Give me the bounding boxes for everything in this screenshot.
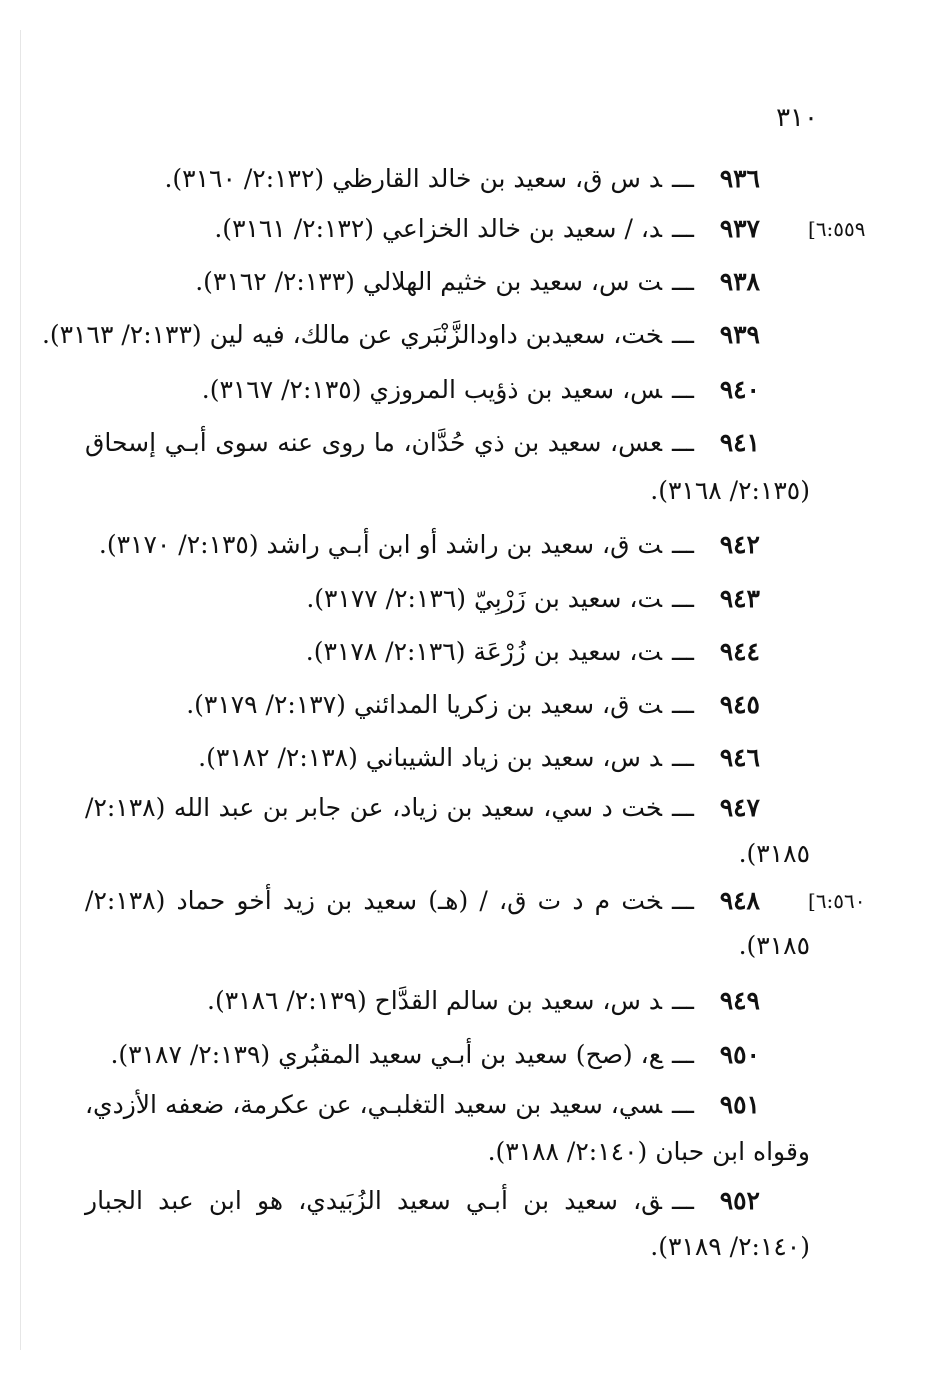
entry-text: خت د سي، سعيد بن زياد، عن جابر بن عبد الله (٢:١٣٨/	[85, 793, 663, 822]
entry-947: ٩٤٧ـــخت د سي، سعيد بن زياد، عن جابر بن عبد الله (٢:١٣٨/	[85, 784, 760, 832]
entry-text: ت، سعيد بن زُرْعَة (٢:١٣٦/ ٣١٧٨).	[305, 637, 663, 666]
entry-946: ٩٤٦ـــد س، سعيد بن زياد الشيباني (٢:١٣٨/ ٣١٨٢).	[198, 734, 760, 782]
entry-948-continuation: ٣١٨٥).	[738, 931, 810, 960]
entry-944: ٩٤٤ـــت، سعيد بن زُرْعَة (٢:١٣٦/ ٣١٧٨).	[306, 628, 760, 676]
entry-952: ٩٥٢ـــق، سعيد بن أبـي سعيد الزُبَيدي، هو ابن عبد الجبار	[85, 1177, 760, 1225]
entry-941: ٩٤١ـــعس، سعيد بن ذي حُدَّان، ما روى عنه سوى أبـي إسحاق	[85, 419, 760, 467]
entry-text: د، / سعيد بن خالد الخزاعي (٢:١٣٢/ ٣١٦١).	[214, 214, 663, 243]
entry-951-continuation: وقواه ابن حبان (٢:١٤٠/ ٣١٨٨).	[487, 1137, 810, 1166]
entry-text: ت، سعيد بن زَرْبِيّ (٢:١٣٦/ ٣١٧٧).	[306, 584, 663, 613]
entry-text: عس، سعيد بن ذي حُدَّان، ما روى عنه سوى أبـي إسحاق	[85, 428, 663, 457]
entry-number: ٩٤٦	[719, 743, 760, 772]
entry-number: ٩٤٨	[719, 886, 760, 915]
entry-number: ٩٣٦	[719, 164, 760, 193]
entry-941-continuation: (٢:١٣٥/ ٣١٦٨).	[650, 476, 810, 505]
entry-951: ٩٥١ـــسي، سعيد بن سعيد التغلبـي، عن عكرمة، ضعفه الأزدي،	[85, 1081, 760, 1129]
entry-text: د س ق، سعيد بن خالد القارظي (٢:١٣٢/ ٣١٦٠).	[164, 164, 663, 193]
entry-943: ٩٤٣ـــت، سعيد بن زَرْبِيّ (٢:١٣٦/ ٣١٧٧).	[306, 575, 760, 623]
entry-number: ٩٤٠	[719, 375, 760, 404]
entry-936: ٩٣٦ـــد س ق، سعيد بن خالد القارظي (٢:١٣٢/ ٣١٦٠).	[164, 155, 760, 203]
page-number: ٣١٠	[776, 103, 818, 133]
entry-number: ٩٣٧	[719, 214, 760, 243]
entry-number: ٩٤١	[719, 428, 760, 457]
entry-number: ٩٤٥	[719, 690, 760, 719]
entry-939: ٩٣٩ـــخت، سعيدبن داودالزَّنْبَري عن مالك، فيه لين (٢:١٣٣/ ٣١٦٣).	[42, 311, 760, 359]
entry-number: ٩٤٣	[719, 584, 760, 613]
entry-number: ٩٤٢	[719, 530, 760, 559]
entry-text: خت م د ت ق، / (هـ) سعيد بن زيد أخو حماد (٢:١٣٨/	[85, 886, 663, 915]
entry-947-continuation: ٣١٨٥).	[738, 839, 810, 868]
margin-ref: [٦:٥٥٩	[808, 217, 866, 241]
entry-number: ٩٤٧	[719, 793, 760, 822]
entry-number: ٩٣٩	[719, 320, 760, 349]
entry-number: ٩٥٢	[719, 1186, 760, 1215]
entry-text: ت ق، سعيد بن راشد أو ابن أبـي راشد (٢:١٣٥/ ٣١٧٠).	[98, 530, 663, 559]
entry-number: ٩٥٠	[719, 1040, 760, 1069]
margin-ref: [٦:٥٦٠	[808, 889, 866, 913]
entry-text: خت، سعيدبن داودالزَّنْبَري عن مالك، فيه لين (٢:١٣٣/ ٣١٦٣).	[41, 320, 663, 349]
entry-949: ٩٤٩ـــد س، سعيد بن سالم القدَّاح (٢:١٣٩/ ٣١٨٦).	[207, 977, 760, 1025]
entry-text: د س، سعيد بن زياد الشيباني (٢:١٣٨/ ٣١٨٢).	[198, 743, 663, 772]
entry-948: ٩٤٨ـــخت م د ت ق، / (هـ) سعيد بن زيد أخو حماد (٢:١٣٨/	[85, 877, 760, 925]
entry-text: سي، سعيد بن سعيد التغلبـي، عن عكرمة، ضعفه الأزدي،	[84, 1090, 663, 1119]
entry-937: ٩٣٧ـــد، / سعيد بن خالد الخزاعي (٢:١٣٢/ ٣١٦١).	[214, 205, 760, 253]
entry-938: ٩٣٨ـــت س، سعيد بن خثيم الهلالي (٢:١٣٣/ ٣١٦٢).	[195, 258, 760, 306]
entry-number: ٩٣٨	[719, 267, 760, 296]
entry-number: ٩٤٤	[719, 637, 760, 666]
entry-940: ٩٤٠ـــس، سعيد بن ذؤيب المروزي (٢:١٣٥/ ٣١٦٧).	[202, 366, 760, 414]
entry-text: ق، سعيد بن أبـي سعيد الزُبَيدي، هو ابن عبد الجبار	[85, 1186, 663, 1215]
entry-952-continuation: (٢:١٤٠/ ٣١٨٩).	[650, 1232, 810, 1261]
entry-950: ٩٥٠ـــع، (صح) سعيد بن أبـي سعيد المقبُري (٢:١٣٩/ ٣١٨٧).	[110, 1031, 760, 1079]
entry-text: ت ق، سعيد بن زكريا المدائني (٢:١٣٧/ ٣١٧٩).	[186, 690, 663, 719]
entry-945: ٩٤٥ـــت ق، سعيد بن زكريا المدائني (٢:١٣٧/ ٣١٧٩).	[186, 681, 760, 729]
entry-text: ع، (صح) سعيد بن أبـي سعيد المقبُري (٢:١٣٩/ ٣١٨٧).	[110, 1040, 663, 1069]
entry-text: د س، سعيد بن سالم القدَّاح (٢:١٣٩/ ٣١٨٦).	[207, 986, 663, 1015]
entry-942: ٩٤٢ـــت ق، سعيد بن راشد أو ابن أبـي راشد (٢:١٣٥/ ٣١٧٠).	[99, 521, 760, 569]
entry-number: ٩٤٩	[719, 986, 760, 1015]
entry-number: ٩٥١	[719, 1090, 760, 1119]
entry-text: س، سعيد بن ذؤيب المروزي (٢:١٣٥/ ٣١٦٧).	[201, 375, 663, 404]
entry-text: ت س، سعيد بن خثيم الهلالي (٢:١٣٣/ ٣١٦٢).	[195, 267, 663, 296]
